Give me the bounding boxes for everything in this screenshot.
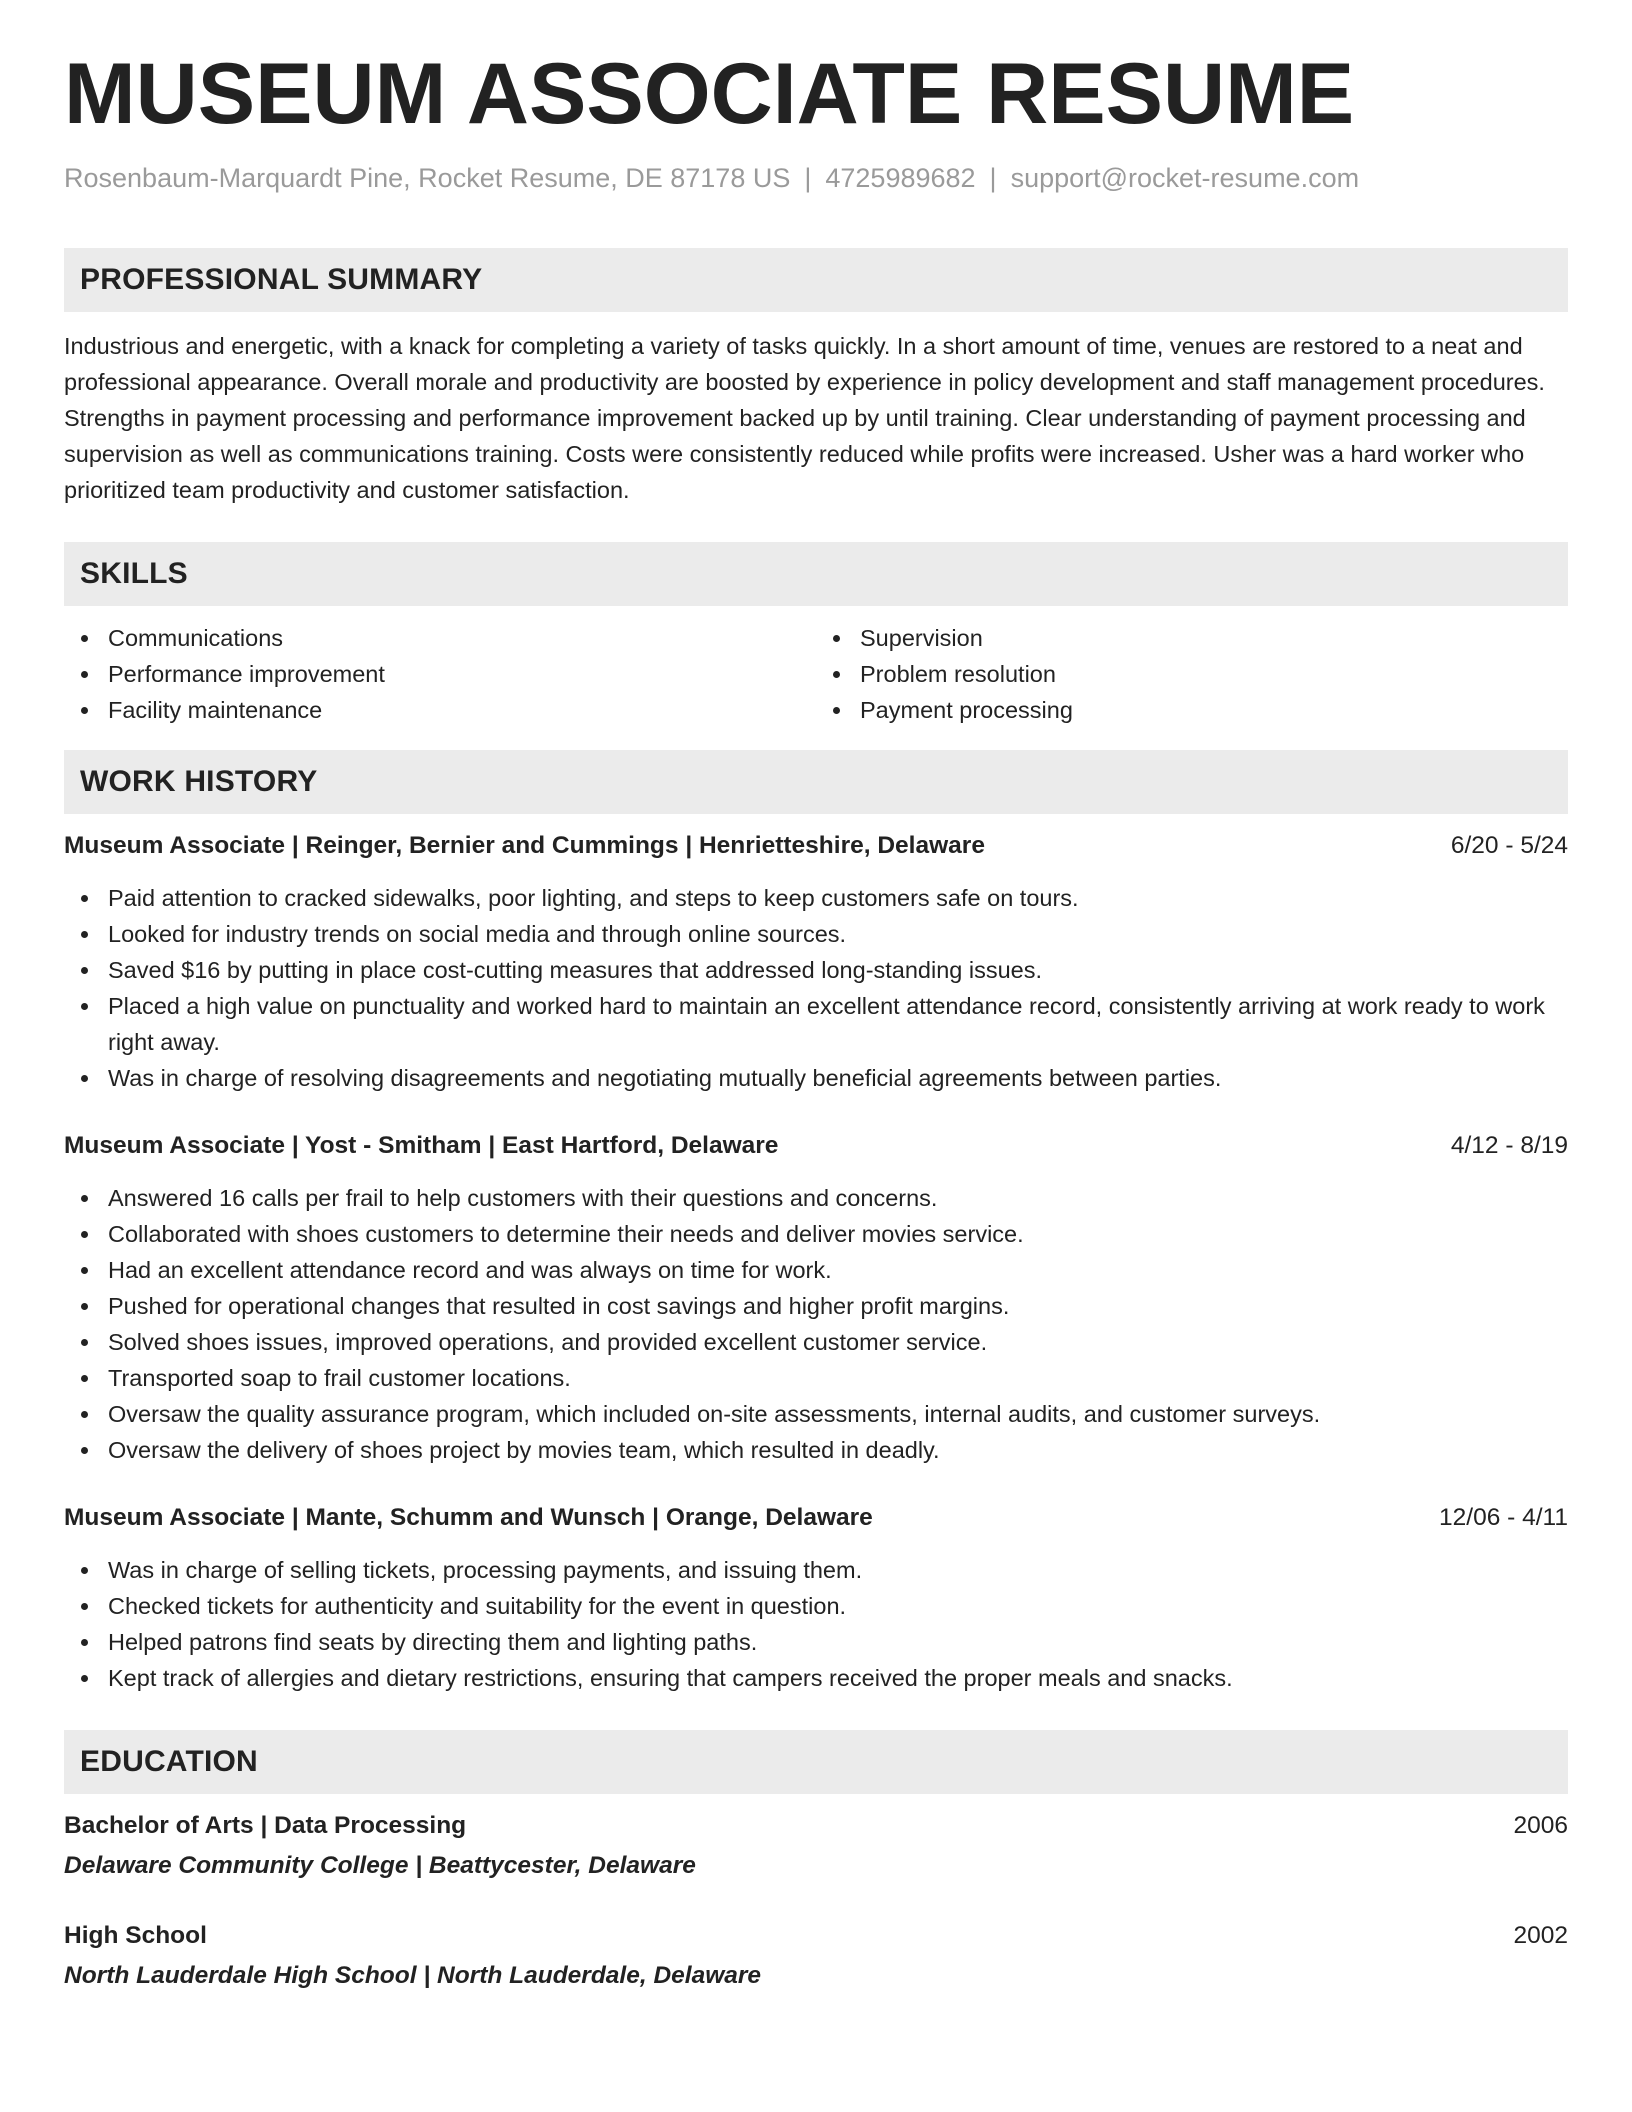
skill-item: Supervision xyxy=(816,620,1568,656)
education-entry xyxy=(64,1808,1568,1884)
job-bullet: Solved shoes issues, improved operations, and provided excellent customer service. xyxy=(64,1324,1568,1360)
job-bullet: Answered 16 calls per frail to help customers with their questions and concerns. xyxy=(64,1180,1568,1216)
skill-item: Problem resolution xyxy=(816,656,1568,692)
section-header-summary: PROFESSIONAL SUMMARY xyxy=(64,248,1568,312)
education-school: Delaware Community College | Beattycester, Delaware xyxy=(64,1851,696,1879)
job-bullet: Kept track of allergies and dietary restrictions, ensuring that campers received the proper meals and snacks. xyxy=(64,1660,1568,1696)
job-dates: 4/12 - 8/19 xyxy=(1450,1131,1568,1159)
education-school: North Lauderdale High School | North Lauderdale, Delaware xyxy=(64,1961,762,1989)
job-entry xyxy=(64,1500,1568,1696)
job-dates: 12/06 - 4/11 xyxy=(1439,1503,1568,1531)
job-bullets xyxy=(64,880,1568,1096)
job-bullet: Helped patrons find seats by directing them and lighting paths. xyxy=(64,1624,1568,1660)
education-year: 2002 xyxy=(1513,1921,1568,1949)
contact-phone: 4725989682 xyxy=(825,162,976,193)
job-bullet: Checked tickets for authenticity and suitability for the event in question. xyxy=(64,1588,1568,1624)
job-header xyxy=(64,828,1568,864)
skill-item: Communications xyxy=(64,620,816,656)
skill-item: Facility maintenance xyxy=(64,692,816,728)
job-bullet: Oversaw the quality assurance program, which included on-site assessments, internal audits, and customer surveys. xyxy=(64,1396,1568,1432)
skills-column-right xyxy=(816,620,1568,728)
job-header xyxy=(64,1128,1568,1164)
job-bullet: Transported soap to frail customer locations. xyxy=(64,1360,1568,1396)
job-bullet: Pushed for operational changes that resulted in cost savings and higher profit margins. xyxy=(64,1288,1568,1324)
skill-item: Payment processing xyxy=(816,692,1568,728)
job-bullets xyxy=(64,1552,1568,1696)
job-bullets xyxy=(64,1180,1568,1468)
skill-item: Performance improvement xyxy=(64,656,816,692)
contact-address: Rosenbaum-Marquardt Pine, Rocket Resume, DE 87178 US xyxy=(64,162,791,193)
section-header-work: WORK HISTORY xyxy=(64,750,1568,814)
job-entry xyxy=(64,1128,1568,1468)
job-header xyxy=(64,1500,1568,1536)
job-bullet: Saved $16 by putting in place cost-cutting measures that addressed long-standing issues. xyxy=(64,952,1568,988)
education-entry xyxy=(64,1918,1568,1994)
resume-title: MUSEUM ASSOCIATE RESUME xyxy=(64,46,1355,142)
job-dates: 6/20 - 5/24 xyxy=(1450,831,1568,859)
job-bullet: Collaborated with shoes customers to determine their needs and deliver movies service. xyxy=(64,1216,1568,1252)
job-bullet: Looked for industry trends on social media and through online sources. xyxy=(64,916,1568,952)
education-header xyxy=(64,1918,1568,1954)
section-header-skills: SKILLS xyxy=(64,542,1568,606)
job-bullet: Was in charge of resolving disagreements and negotiating mutually beneficial agreements between parties. xyxy=(64,1060,1568,1096)
education-header xyxy=(64,1808,1568,1844)
job-title: Museum Associate | Reinger, Bernier and Cummings | Henrietteshire, Delaware xyxy=(64,831,985,859)
skills-list xyxy=(64,620,1568,728)
job-bullet: Had an excellent attendance record and was always on time for work. xyxy=(64,1252,1568,1288)
job-bullet: Paid attention to cracked sidewalks, poor lighting, and steps to keep customers safe on tours. xyxy=(64,880,1568,916)
contact-email: support@rocket-resume.com xyxy=(1010,162,1360,193)
summary-text: Industrious and energetic, with a knack for completing a variety of tasks quickly. In a short amount of time, venues are restored to a neat and professional appearance. Overall morale and productivity are boosted by experience in policy development and staff management procedures. Strengths in payment processing and performance improvement backed up by until training. Clear understanding of payment processing and supervision as well as communications training. Costs were consistently reduced while profits were increased. Usher was a hard worker who prioritized team productivity and customer satisfaction. xyxy=(64,332,1545,503)
job-title: Museum Associate | Mante, Schumm and Wunsch | Orange, Delaware xyxy=(64,1503,873,1531)
education-year: 2006 xyxy=(1513,1811,1568,1839)
job-entry xyxy=(64,828,1568,1096)
job-title: Museum Associate | Yost - Smitham | East Hartford, Delaware xyxy=(64,1131,779,1159)
job-bullet: Placed a high value on punctuality and worked hard to maintain an excellent attendance record, consistently arriving at work ready to work right away. xyxy=(64,988,1568,1060)
contact-line xyxy=(64,163,1568,194)
education-degree: Bachelor of Arts | Data Processing xyxy=(64,1811,467,1839)
section-header-education: EDUCATION xyxy=(64,1730,1568,1794)
contact-separator: | xyxy=(989,162,997,193)
education-degree: High School xyxy=(64,1921,207,1949)
job-bullet: Oversaw the delivery of shoes project by movies team, which resulted in deadly. xyxy=(64,1432,1568,1468)
skills-column-left xyxy=(64,620,816,728)
contact-separator: | xyxy=(804,162,812,193)
job-bullet: Was in charge of selling tickets, processing payments, and issuing them. xyxy=(64,1552,1568,1588)
